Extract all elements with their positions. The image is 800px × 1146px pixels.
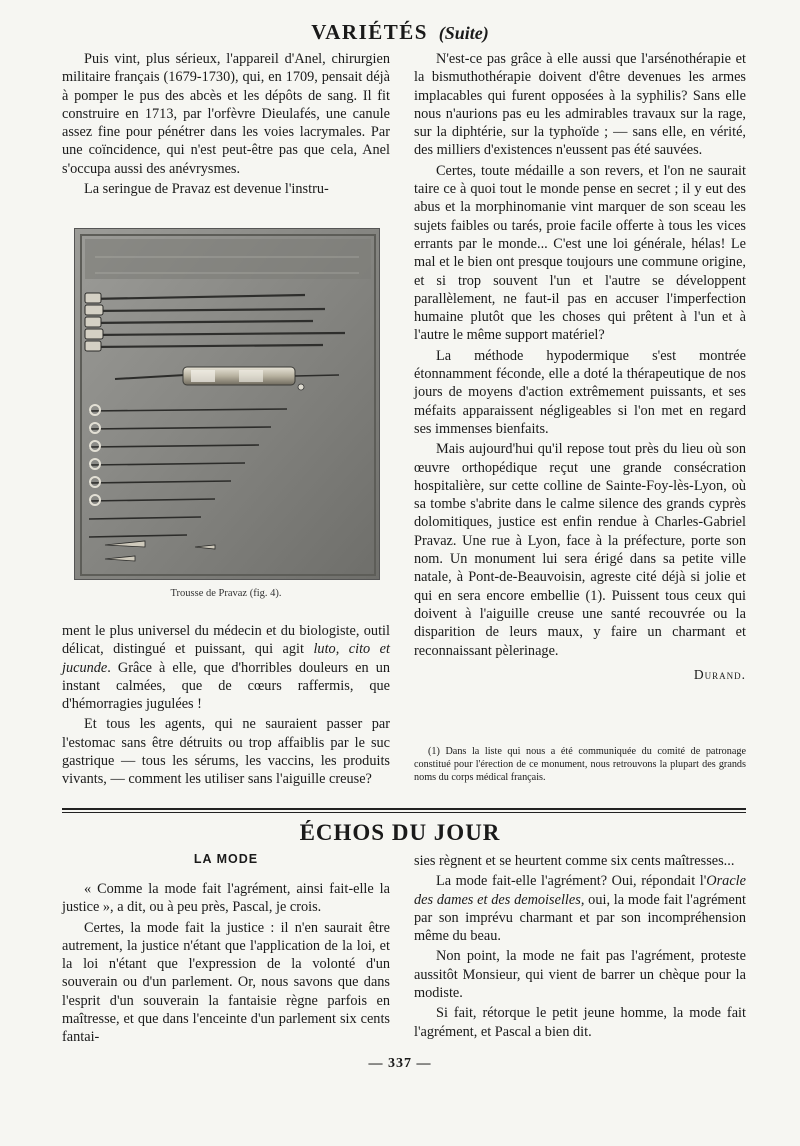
echos-right-column [414, 852, 746, 1041]
header-suite: (Suite) [438, 23, 489, 43]
paragraph: La seringue de Pravaz est devenue l'instru- [84, 181, 329, 198]
author-signature: Durand. [693, 666, 746, 682]
subsection-title: LA MODE [193, 852, 259, 866]
paragraph: Non point, la mode ne fait pas l'agrément, proteste aussitôt Monsieur, qui vient de barrer un chèque pour la modiste. [414, 948, 746, 1002]
section-divider-thin [62, 812, 746, 813]
figure-caption: Trousse de Pravaz (fig. 4). [170, 588, 282, 599]
paragraph: sies règnent et se heurtent comme six cents maîtresses... [414, 853, 735, 869]
photo-illustration [75, 229, 380, 580]
paragraph: La mode fait-elle l'agrément? Oui, répondait l'Oracle des dames et des demoiselles, oui, la mode fait l'agrément par son imprévu charmant et par son incompréhension même du beau. [414, 873, 747, 945]
echos-left-column [62, 880, 390, 1047]
paragraph: « Comme la mode fait l'agrément, ainsi fait-elle la justice », a dit, ou à peu près, Pascal, je crois. [62, 881, 390, 916]
paragraph: Puis vint, plus sérieux, l'appareil d'Anel, chirurgien militaire français (1679-1730), qui, en 1709, pensait déjà à pomper le pus des abcès et les dépôts de sang. Il fit construire en 1713, par l'orfèvre Dieulafés, une canule assez fine pour pénétrer dans les voies lacrymales. Par une coïncidence, qui n'est peut-être pas que cela, Anel s'occupa aussi des anévrysmes. [62, 51, 390, 177]
page-header [0, 20, 800, 45]
varietes-left-column-bottom [62, 622, 390, 789]
varietes-right-column [414, 50, 746, 684]
paragraph: La méthode hypodermique s'est montrée étonnamment féconde, elle a doté la thérapeutique de nos jours de moyens d'action extrêmement puissants, et ses méfaits apparaissent négligeables si l'on met en regard ses immenses bienfaits. [414, 347, 746, 437]
paragraph: Certes, la mode fait la justice : il n'en saurait être autrement, la justice n'étant que l'application de la loi, et la loi n'étant que l'expression de la volonté d'un souverain ou d'un parlement. Or, nous savons que dans l'esprit d'un souverain la fantaisie règne parfois en maîtresse, et que dans l'enceinte d'un parlement six cents fantai- [62, 919, 390, 1046]
paragraph: Mais aujourd'hui qu'il repose tout près du lieu où son œuvre orthopédique reçut une grande consécration hospitalière, sur cette colline de Sainte-Foy-lès-Lyon, où sa tombe s'abrite dans le calme silence des grands cyprès dolomitiques, justice est enfin rendue à Charles-Gabriel Pravaz. Une rue à Lyon, face à la préfecture, porte son nom. Un monument lui sera érigé dans sa petite ville natale, à Pont-de-Beauvoisin, agreste cité déjà si jolie et qui en sera encore embellie (1). Puissent tous ceux qui doivent à l'aiguille creuse une santé recouvrée ou la disparition de leurs maux, y faire un charmant et reconnaissant pèlerinage. [414, 441, 746, 659]
section-title: ÉCHOS DU JOUR [299, 820, 501, 845]
header-title: VARIÉTÉS [311, 20, 428, 44]
section-divider [62, 808, 746, 810]
paragraph: ment le plus universel du médecin et du biologiste, outil délicat, distingué et puissant, qui agit luto, cito et jucunde. Grâce à elle, que d'horribles douleurs en un instant calmées, que de cœurs raffermis, que d'hémorragies jugulées ! [62, 623, 390, 713]
paragraph: Et tous les agents, qui ne sauraient passer par l'estomac sans être détruits ou trop affaiblis par le suc gastrique — tous les sérums, les vaccins, les produits vivants, — comment les utiliser sans l'aiguille creuse? [62, 716, 390, 788]
varietes-left-column-top [62, 50, 390, 198]
page-number: — 337 — [368, 1056, 432, 1071]
paragraph: Si fait, rétorque le petit jeune homme, la mode fait l'agrément, et Pascal a bien dit. [414, 1005, 746, 1040]
footnote: (1) Dans la liste qui nous a été communiquée du comité de patronage constitué pour l'érection de ce monument, nous retrouvons la plupart des grands noms du corps médical français. [414, 746, 746, 783]
paragraph: N'est-ce pas grâce à elle aussi que l'arsénothérapie et la bismuthothérapie doivent d'être devenues les armes implacables qui furent opposées à la syphilis? Sans elle nous n'aurions pas eu les admirables travaux sur la rage, sur la diphtérie, sur la typhoïde ; — sans elle, en vérité, des milliers d'existences n'eussent pas été sauvées. [414, 51, 746, 159]
paragraph: Certes, toute médaille a son revers, et l'on ne saurait taire ce à quoi tout le monde pense en secret ; il y eut des abus et la morphinomanie vint marquer de son sceau les sujets faibles ou tarés, proie facile offerte à tous les vices errants par le monde... C'est une loi générale, hélas! Le mal et le bien ont presque toujours une commune origine, et si trop souvent l'un et l'autre se développent parallèlement, ne faut-il pas en accuser l'imperfection humaine plutôt que les choses qui prêtent à l'un et à l'autre le même support matériel? [414, 162, 746, 344]
pravaz-kit-photo [74, 228, 380, 580]
